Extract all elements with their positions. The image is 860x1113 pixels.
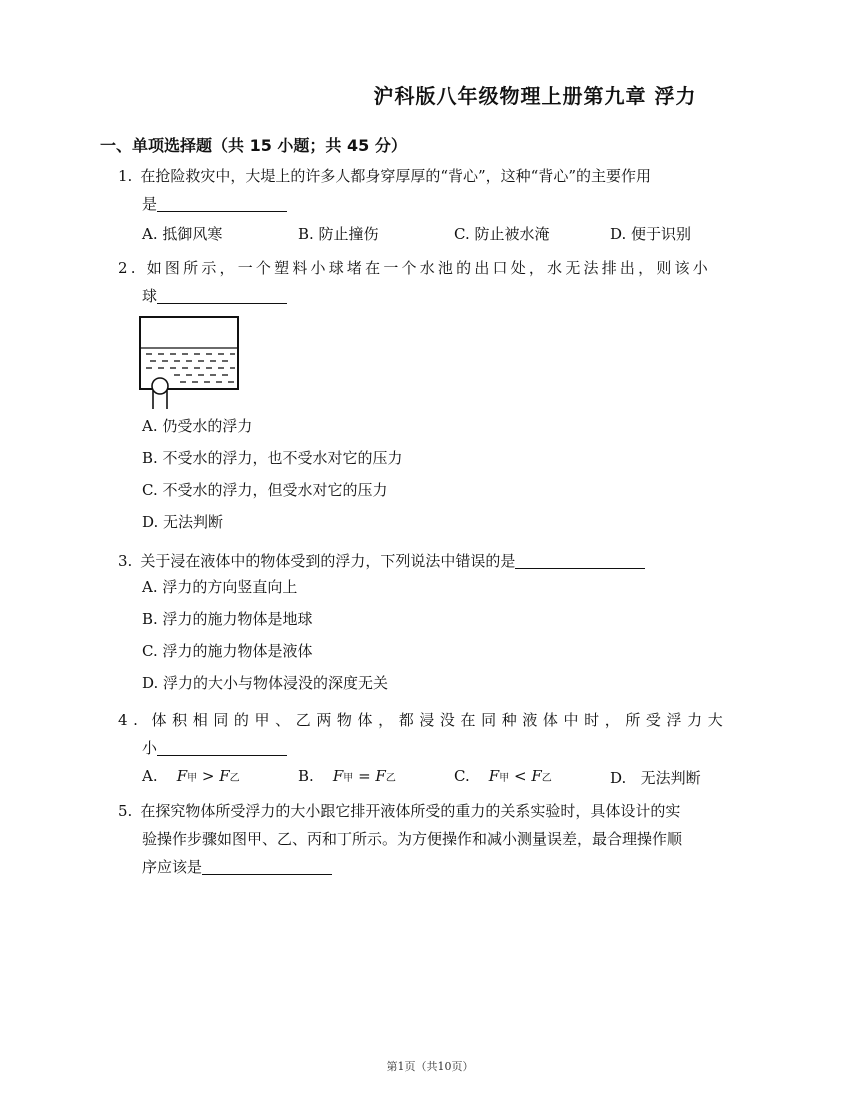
question-text: 是: [142, 195, 158, 213]
question-4-options: [142, 767, 766, 788]
question-number: 2.: [118, 259, 139, 277]
option-b[interactable]: B. 浮力的施力物体是地球: [142, 610, 313, 628]
question-1-options: [142, 223, 766, 244]
question-number: 3.: [118, 552, 133, 570]
option-d[interactable]: D. 浮力的大小与物体浸没的深度无关: [142, 674, 389, 692]
option-c[interactable]: C. F甲 < F乙: [454, 767, 552, 785]
question-text: 序应该是: [142, 858, 203, 876]
water-tank-figure: [138, 314, 244, 416]
option-c[interactable]: C. 浮力的施力物体是液体: [142, 642, 313, 660]
answer-blank[interactable]: [157, 195, 287, 212]
option-a[interactable]: A. 抵御风寒: [142, 225, 223, 243]
option-d[interactable]: D. 无法判断: [142, 513, 224, 531]
option-d[interactable]: D. 便于识别: [610, 225, 692, 243]
answer-blank[interactable]: [157, 739, 287, 756]
option-a[interactable]: A. 仍受水的浮力: [142, 417, 253, 435]
option-b[interactable]: B. 不受水的浮力，也不受水对它的压力: [142, 449, 403, 467]
tank-diagram: [138, 314, 244, 412]
question-1: [118, 162, 760, 218]
page-footer: 第1页（共10页）: [386, 1060, 474, 1073]
question-text: 在抢险救灾中，大堤上的许多人都身穿厚厚的“背心”，这种“背心”的主要作用: [140, 167, 651, 185]
option-a[interactable]: A. 浮力的方向竖直向上: [142, 578, 298, 596]
option-c[interactable]: C. 不受水的浮力，但受水对它的压力: [142, 481, 388, 499]
question-4: [118, 706, 760, 762]
question-3-options: [142, 571, 388, 699]
question-number: 1.: [118, 167, 133, 185]
question-2-options: [142, 410, 403, 538]
option-b[interactable]: B. F甲 = F乙: [298, 767, 396, 785]
question-text: 如图所示，一个塑料小球堵在一个水池的出口处，水无法排出，则该小: [146, 259, 711, 277]
question-text: 球: [142, 287, 158, 305]
answer-blank[interactable]: [515, 552, 645, 569]
question-text: 关于浸在液体中的物体受到的浮力，下列说法中错误的是: [140, 552, 516, 570]
question-text: 验操作步骤如图甲、乙、丙和丁所示。为方便操作和减小测量误差，最合理操作顺: [142, 830, 683, 848]
question-number: 4.: [118, 711, 144, 729]
answer-blank[interactable]: [202, 858, 332, 875]
option-c[interactable]: C. 防止被水淹: [454, 225, 550, 243]
option-d[interactable]: D. 无法判断: [610, 769, 701, 787]
option-a[interactable]: A. F甲 > F乙: [142, 767, 240, 785]
question-5: [118, 797, 760, 881]
question-text: 体积相同的甲、乙两物体，都浸没在同种液体中时，所受浮力大: [151, 711, 729, 729]
question-number: 5.: [118, 802, 133, 820]
question-text: 在探究物体所受浮力的大小跟它排开液体所受的重力的关系实验时，具体设计的实: [140, 802, 681, 820]
section-heading: 一、单项选择题（共 15 小题；共 45 分）: [100, 136, 407, 155]
question-2: [118, 254, 760, 310]
option-b[interactable]: B. 防止撞伤: [298, 225, 379, 243]
page-title: 沪科版八年级物理上册第九章 浮力: [373, 84, 697, 108]
answer-blank[interactable]: [157, 287, 287, 304]
question-text: 小: [142, 739, 158, 757]
